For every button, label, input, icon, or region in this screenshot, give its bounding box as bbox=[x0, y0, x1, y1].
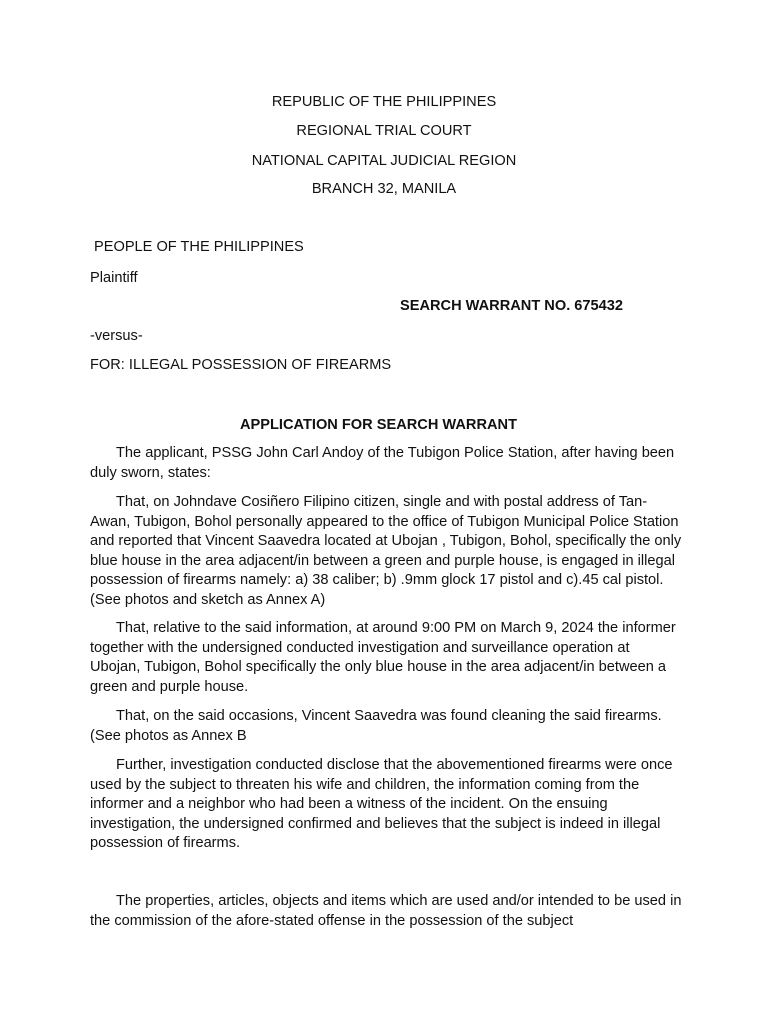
paragraph-applicant: The applicant, PSSG John Carl Andoy of the Tubigon Police Station, after having been duly sworn, states: bbox=[90, 445, 675, 481]
caption-role: Plaintiff bbox=[90, 270, 138, 286]
caption-versus: -versus- bbox=[90, 328, 143, 344]
paragraph-properties: The properties, articles, objects and items which are used and/or intended to be used in the commission of the afore-stated offense in the possession of the subject bbox=[90, 893, 682, 929]
caption-party: PEOPLE OF THE PHILIPPINES bbox=[94, 239, 304, 255]
header-branch: BRANCH 32, MANILA bbox=[311, 181, 457, 197]
paragraph-surveillance: That, relative to the said information, at around 9:00 PM on March 9, 2024 the informer together with the undersigned conducted investigation and surveillance operation at Ubojan, Tubigon, Bohol specifically the only blue house in the area adjacent/in between a green and purple house. bbox=[90, 620, 676, 695]
paragraph-investigation: Further, investigation conducted disclose that the abovementioned firearms were once used by the subject to threaten his wife and children, the information coming from the informer and a neighbor who had been a witness of the incident. On the ensuing investigation, the undersigned confirmed and believes that the subject is indeed in illegal possession of firearms. bbox=[90, 757, 673, 851]
paragraph-report: That, on Johndave Cosiñero Filipino citizen, single and with postal address of Tan-Awan, Tubigon, Bohol personally appeared to the office of Tubigon Municipal Police Station and reported that Vincent Saavedra located at Ubojan , Tubigon, Bohol, specifically the only blue house in the area adjacent/in between a green and purple house, is engaged in illegal possession of firearms namely: a) 38 caliber; b) .9mm glock 17 pistol and c).45 cal pistol. (See photos and sketch as Annex A) bbox=[90, 494, 682, 608]
header-region: NATIONAL CAPITAL JUDICIAL REGION bbox=[251, 153, 517, 169]
document-title: APPLICATION FOR SEARCH WARRANT bbox=[240, 417, 518, 433]
warrant-number: SEARCH WARRANT NO. 675432 bbox=[400, 298, 624, 314]
caption-offense: FOR: ILLEGAL POSSESSION OF FIREARMS bbox=[90, 357, 392, 373]
paragraph-occasion: That, on the said occasions, Vincent Saavedra was found cleaning the said firearms. (See photos as Annex B bbox=[90, 708, 662, 744]
header-republic: REPUBLIC OF THE PHILIPPINES bbox=[271, 94, 497, 110]
header-court: REGIONAL TRIAL COURT bbox=[296, 123, 472, 139]
